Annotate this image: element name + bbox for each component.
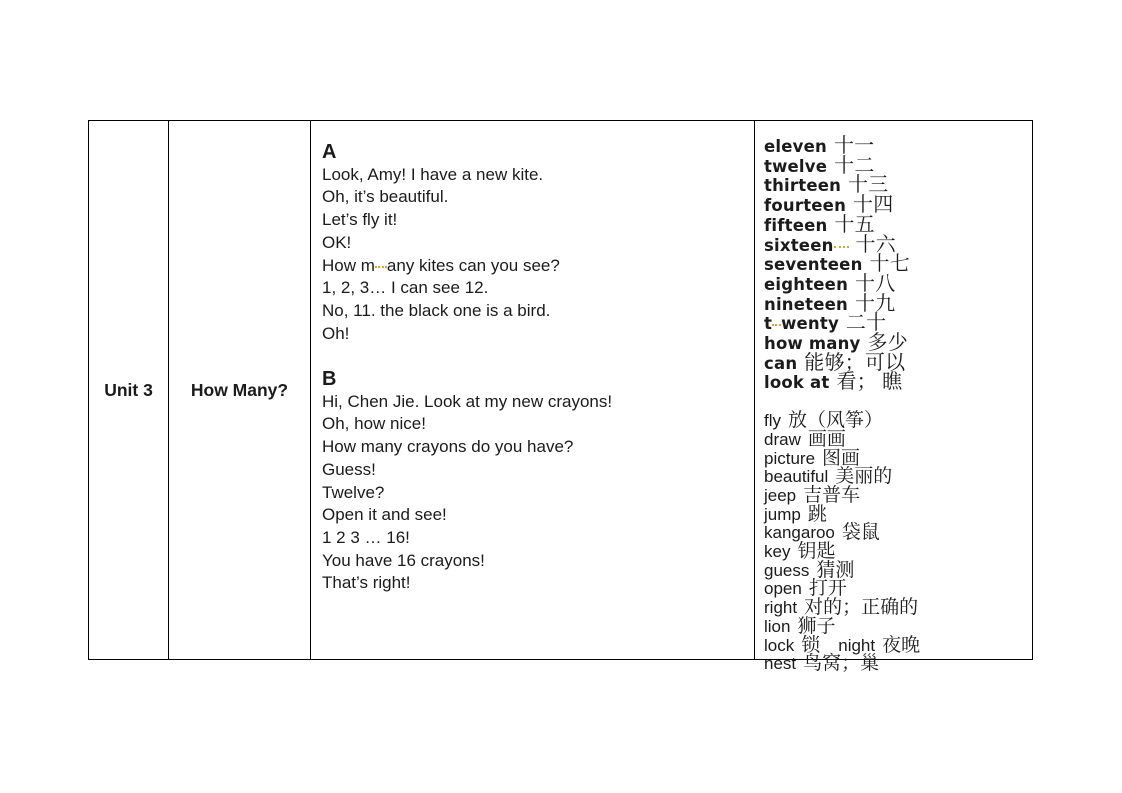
spellcheck-squiggle <box>834 246 849 248</box>
vocab-word: open <box>764 579 802 599</box>
vocab-word: eleven <box>764 137 827 156</box>
dialogue-line: No, 11. the black one is a bird. <box>322 300 551 320</box>
vocab-translation: 画画 <box>807 428 846 450</box>
lesson-table <box>88 120 1033 675</box>
vocab-entry <box>764 154 1026 177</box>
dialogue-line: Hi, Chen Jie. Look at my new crayons! <box>322 391 613 411</box>
vocab-word: key <box>764 542 791 562</box>
vocab-word: beautiful <box>764 467 829 487</box>
vocab-word: thirteen <box>764 176 842 196</box>
vocab-word: fifteen <box>764 215 828 235</box>
vocab-cell <box>755 121 1032 675</box>
vocab-translation: 夜晚 <box>882 634 921 656</box>
vocab-translation: 多少 <box>867 332 908 355</box>
vocab-bold-list <box>764 137 1026 393</box>
vocab-word: sixteen <box>764 235 834 255</box>
vocab-regular-list <box>764 412 1026 674</box>
dialogue-line: Twelve? <box>322 482 385 502</box>
vocab-entry <box>764 412 1026 431</box>
unit-title: How Many? <box>190 379 289 400</box>
vocab-translation: 十九 <box>854 292 896 315</box>
dialogue-line: Open it and see! <box>322 505 447 525</box>
dialogue-line <box>322 255 746 278</box>
vocab-translation: 十四 <box>853 194 894 217</box>
vocab-translation: 十八 <box>855 272 896 295</box>
vocab-entry <box>764 484 1026 506</box>
spellcheck-squiggle <box>772 324 781 326</box>
vocab-word: nest <box>764 654 797 674</box>
dialogue-line: Guess! <box>322 459 376 479</box>
unit-label: Unit 3 <box>104 379 153 400</box>
vocab-entry <box>764 137 1026 157</box>
dialogue-line: How many crayons do you have? <box>322 437 574 457</box>
vocab-entry <box>764 543 1026 562</box>
vocab-translation: 狮子 <box>797 615 836 637</box>
vocab-entry <box>764 559 1026 581</box>
title-cell <box>169 121 311 659</box>
vocab-word: fly <box>764 411 781 431</box>
vocab-entry <box>764 176 1026 196</box>
vocab-translation: 十三 <box>848 174 889 197</box>
unit-cell <box>89 121 169 659</box>
vocab-word: wenty <box>781 314 839 334</box>
vocab-word: lion <box>764 616 791 636</box>
vocab-translation: 跳 <box>807 503 827 525</box>
vocab-word: nineteen <box>764 294 848 314</box>
dialogue-line: 1 2 3 … 16! <box>322 527 410 547</box>
vocab-translation: 十五 <box>834 213 875 236</box>
dialogue-line: 1, 2, 3… I can see 12. <box>322 278 489 298</box>
dialogue-line: You have 16 crayons! <box>322 550 485 570</box>
dialogue-line: OK! <box>322 232 352 252</box>
vocab-entry <box>764 428 1026 450</box>
dialogue-line: Oh! <box>322 323 350 343</box>
vocab-translation: 放（风筝） <box>788 410 884 432</box>
vocab-translation: 吉普车 <box>803 484 861 506</box>
vocab-entry <box>764 196 1026 216</box>
vocab-translation: 十二 <box>834 154 875 177</box>
vocab-translation: 图画 <box>822 447 861 469</box>
vocab-translation: 对的；正确的 <box>804 597 919 619</box>
vocab-translation: 二十 <box>845 312 887 335</box>
dialogue-text: any kites can you see? <box>386 255 560 275</box>
spellcheck-squiggle <box>375 266 387 268</box>
section-b-header: B <box>322 368 337 391</box>
vocab-word: jeep <box>764 485 797 505</box>
dialogue-line: That’s right! <box>322 573 411 593</box>
dialogue-line: Oh, it’s beautiful. <box>322 187 449 207</box>
vocab-word: t <box>764 314 773 334</box>
vocab-word: eighteen <box>764 274 849 294</box>
vocab-translation: 十七 <box>869 253 910 276</box>
vocab-entry <box>764 292 1026 315</box>
vocab-word: jump <box>764 504 801 524</box>
vocab-word: picture <box>764 448 816 468</box>
vocab-translation: 十六 <box>855 233 896 256</box>
vocab-translation: 美丽的 <box>835 466 893 488</box>
vocab-word: can <box>764 353 798 373</box>
dialogue-line: Let’s fly it! <box>322 210 398 230</box>
vocab-word: seventeen <box>764 255 863 275</box>
vocab-word: look at <box>764 373 830 393</box>
vocab-translation: 十一 <box>833 135 875 157</box>
dialogue-line: Oh, how nice! <box>322 414 426 434</box>
vocab-entry <box>764 373 1026 393</box>
vocab-translation: 鸟窝；巢 <box>803 653 880 675</box>
dialogue-cell <box>311 121 755 659</box>
vocab-word: fourteen <box>764 196 847 216</box>
vocab-translation: 钥匙 <box>797 541 836 563</box>
vocab-entry <box>764 447 1026 469</box>
vocab-entry <box>764 503 1026 525</box>
vocab-word: night <box>838 635 876 655</box>
vocab-translation: 袋鼠 <box>841 522 880 544</box>
vocab-translation: 打开 <box>808 578 847 600</box>
vocab-translation: 猜测 <box>816 559 855 581</box>
vocab-word: guess <box>764 560 810 580</box>
vocab-translation: 锁 <box>801 634 821 656</box>
vocab-word: right <box>764 598 798 618</box>
section-a-header: A <box>322 141 337 163</box>
vocab-entry <box>764 655 1026 674</box>
dialogue-text: How m <box>322 255 375 275</box>
vocab-word: draw <box>764 429 801 449</box>
vocab-translation: 能够；可以 <box>804 351 906 374</box>
vocab-word: twelve <box>764 156 828 176</box>
dialogue-line: Look, Amy! I have a new kite. <box>322 164 544 184</box>
vocab-word: kangaroo <box>764 523 835 543</box>
vocab-translation: 看； 瞧 <box>836 371 903 394</box>
blank-line <box>322 345 746 368</box>
vocab-word: how many <box>764 334 861 354</box>
vocab-word: lock <box>764 635 795 655</box>
